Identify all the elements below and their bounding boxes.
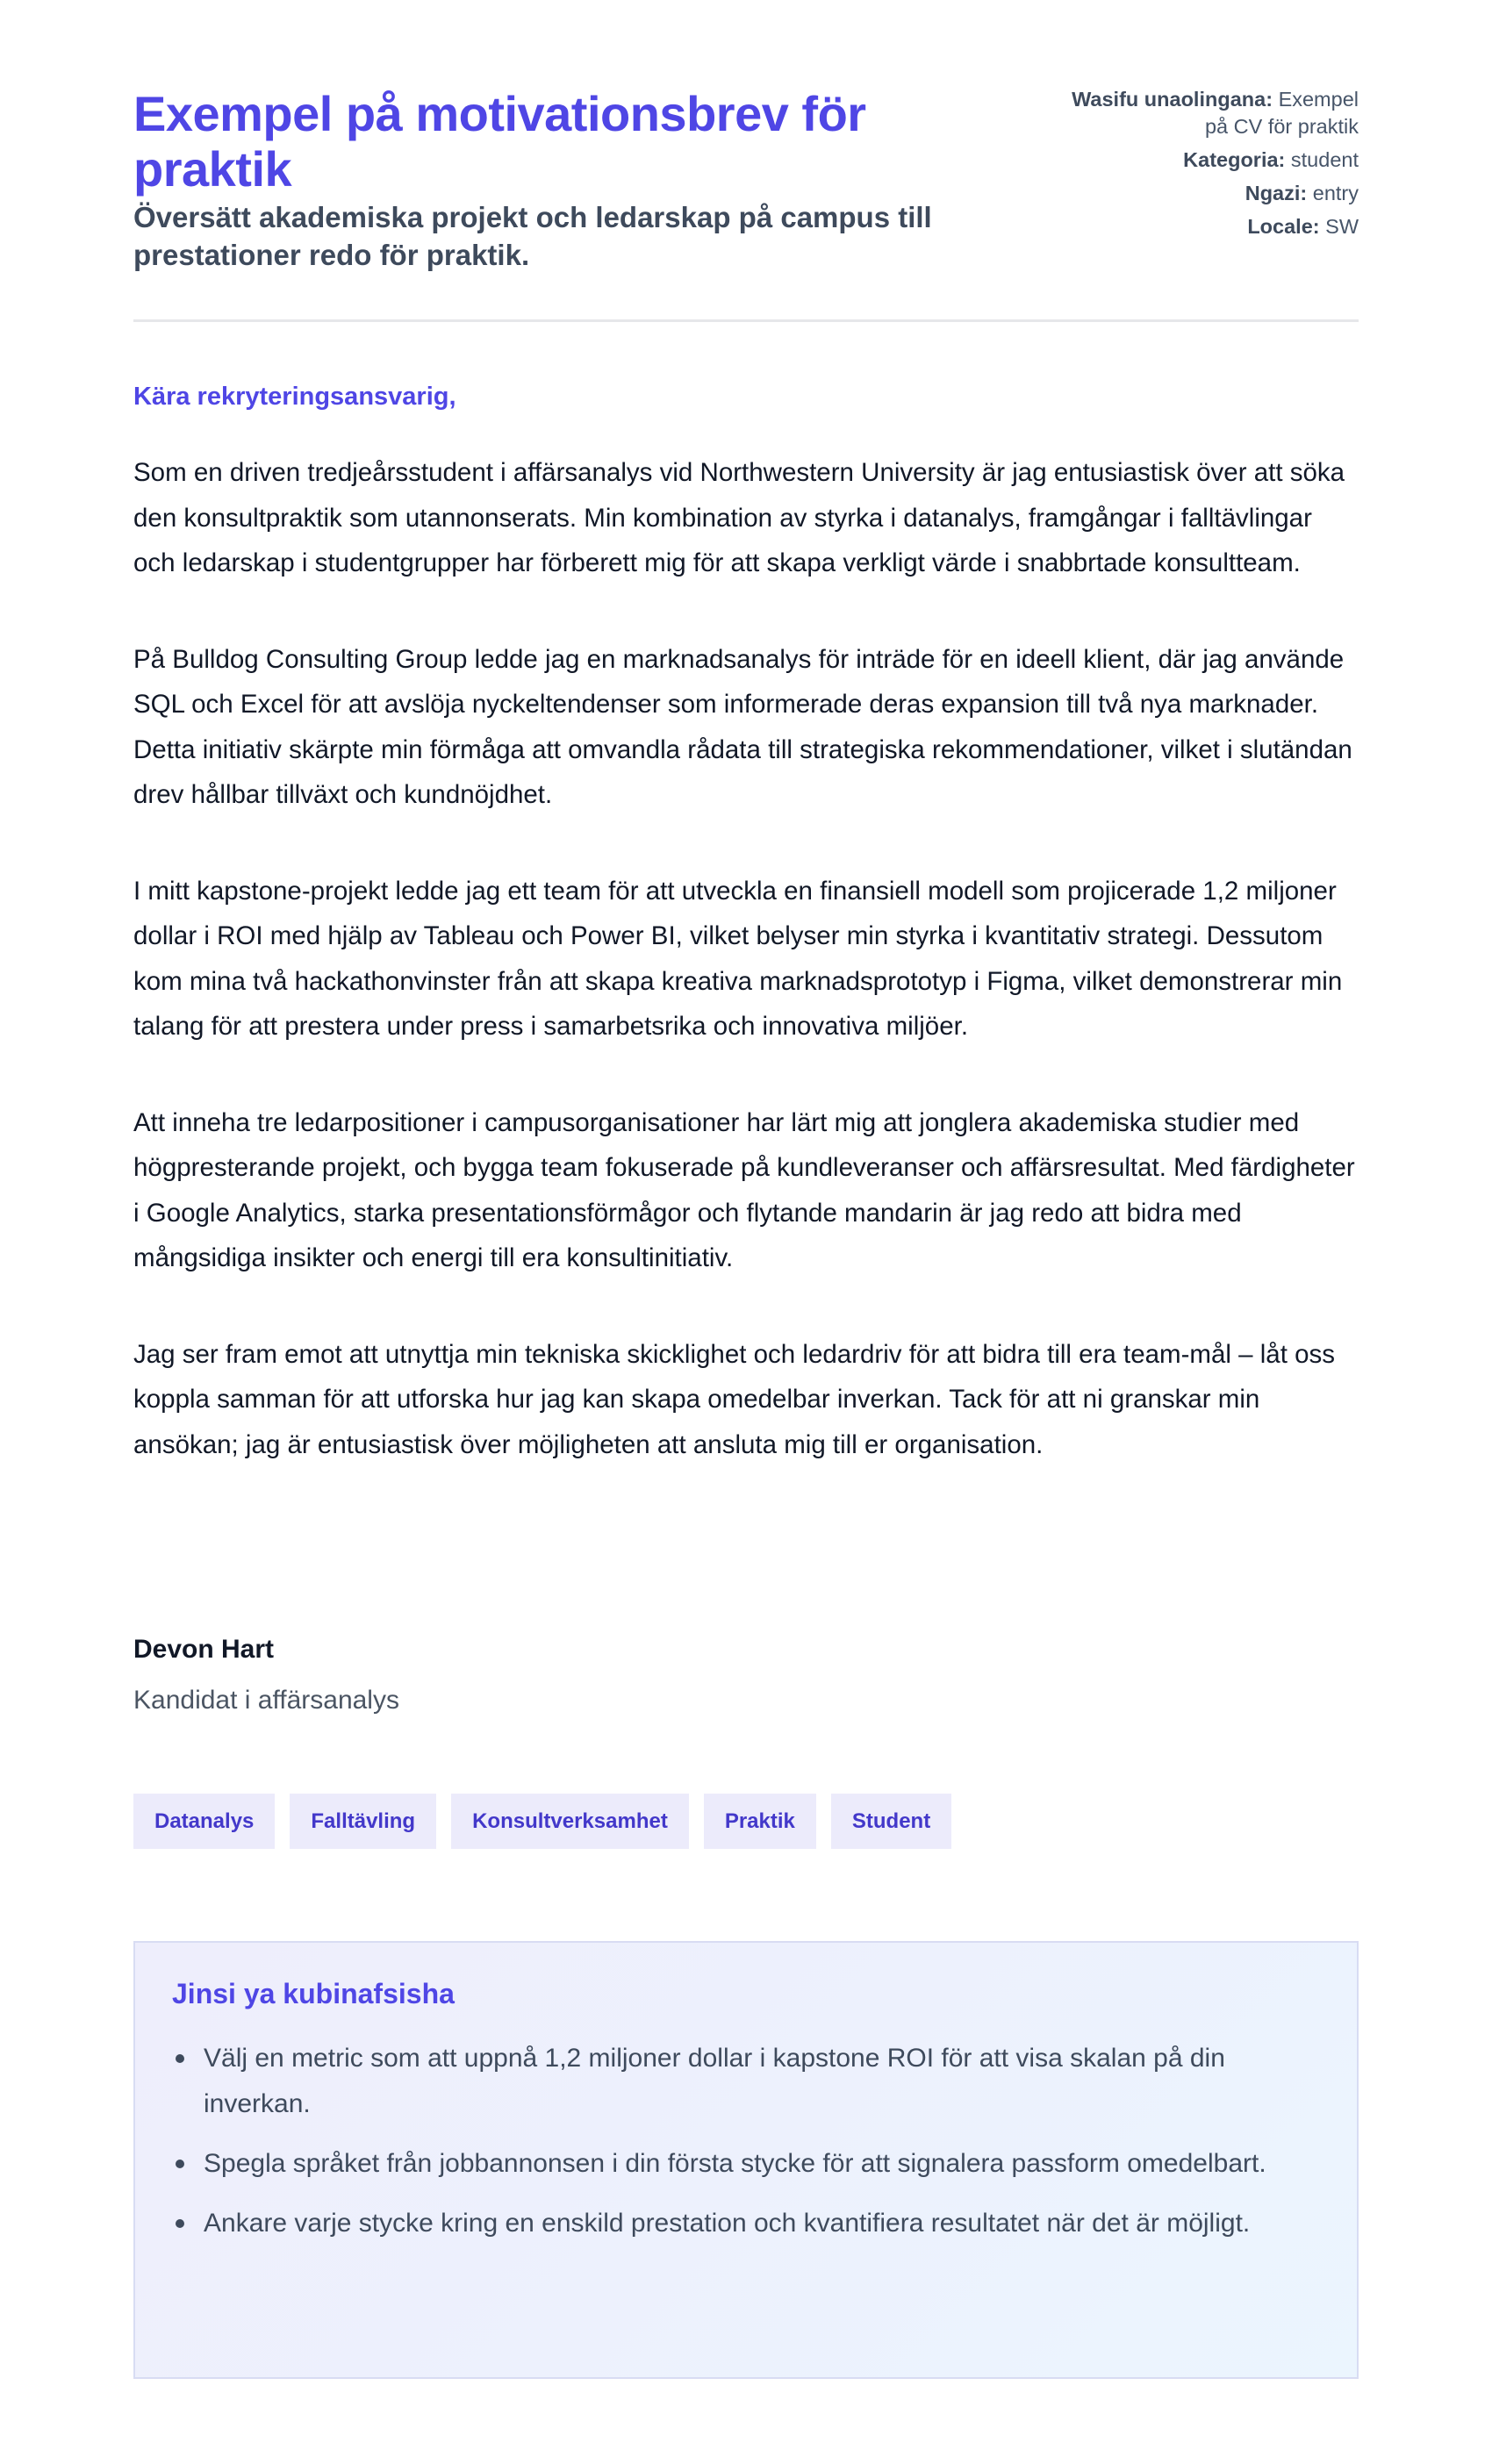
letter-paragraph: Att inneha tre ledarpositioner i campusorganisationer har lärt mig att jonglera akademiska studier med högpresterande projekt, och bygga team fokuserade på kundleveranser och affärsresultat. Med färdigheter i Google Analytics, starka presentationsförmågor och flytande mandarin är jag redo att bidra med mångsidiga insikter och energi till era konsultinitiativ. — [133, 1107, 1355, 1272]
customization-tips-box — [133, 1941, 1359, 2379]
meta-label: Wasifu unaolingana: — [1072, 88, 1273, 111]
meta-value: SW — [1325, 215, 1359, 238]
header-divider — [133, 319, 1359, 322]
page-header — [133, 86, 1359, 274]
tips-list — [172, 2036, 1320, 2246]
meta-label: Locale: — [1247, 215, 1320, 238]
bullet-icon — [176, 2054, 184, 2063]
letter-body — [133, 450, 1359, 1518]
letter-greeting: Kära rekryteringsansvarig, — [133, 383, 456, 411]
meta-matching-resume — [1051, 86, 1359, 140]
signature-block — [133, 1632, 399, 1718]
tips-item-text: Spegla språket från jobbannonsen i din första stycke för att signalera passform omedelbart. — [204, 2149, 1266, 2178]
tips-item — [172, 2036, 1320, 2127]
letter-paragraph: På Bulldog Consulting Group ledde jag en marknadsanalys för inträde för en ideell klient, där jag använde SQL och Excel för att avslöja nyckeltendenser som informerade deras expansion till två nya marknader. Detta initiativ skärpte min förmåga att omvandla rådata till strategiska rekommendationer, vilket i slutändan drev hållbar tillväxt och kundnöjdhet. — [133, 644, 1352, 809]
page-title: Exempel på motivationsbrev för praktik — [133, 86, 866, 197]
tag-praktik[interactable]: Praktik — [704, 1794, 816, 1849]
header-main — [133, 86, 1011, 274]
signature-name: Devon Hart — [133, 1635, 275, 1664]
tips-title: Jinsi ya kubinafsisha — [172, 1978, 455, 2009]
tag-datanalys[interactable]: Datanalys — [133, 1794, 275, 1849]
signature-title: Kandidat i affärsanalys — [133, 1686, 399, 1715]
tips-item-text: Ankare varje stycke kring en enskild prestation och kvantifiera resultatet när det är möjligt. — [204, 2209, 1251, 2238]
tips-item — [172, 2141, 1320, 2187]
meta-level — [1051, 180, 1359, 207]
meta-value: entry — [1312, 182, 1359, 204]
letter-paragraph: Jag ser fram emot att utnyttja min tekniska skicklighet och ledardriv för att bidra till era team-mål – låt oss koppla samman för att utforska hur jag kan skapa omedelbar inverkan. Tack för att ni granskar min ansökan; jag är entusiastisk över möjligheten att ansluta mig till er organisation. — [133, 1339, 1336, 1459]
meta-value: Exempel på CV för praktik — [1204, 88, 1359, 138]
meta-locale — [1051, 213, 1359, 240]
tag-konsultverksamhet[interactable]: Konsultverksamhet — [451, 1794, 689, 1849]
meta-category — [1051, 147, 1359, 174]
letter-paragraph: I mitt kapstone-projekt ledde jag ett team för att utveckla en finansiell modell som projicerade 1,2 miljoner dollar i ROI med hjälp av Tableau och Power BI, vilket belyser min styrka i kvantitativ strategi. Dessutom kom mina två hackathonvinster från att skapa kreativa marknadsprototyp i Figma, vilket demonstrerar min talang för att prestera under press i samarbetsrika och innovativa miljöer. — [133, 876, 1343, 1041]
meta-value: student — [1290, 148, 1359, 171]
page-subtitle: Översätt akademiska projekt och ledarskap på campus till prestationer redo för praktik. — [133, 201, 932, 271]
meta-label: Ngazi: — [1245, 182, 1308, 204]
tips-item — [172, 2201, 1320, 2246]
tag-student[interactable]: Student — [831, 1794, 951, 1849]
bullet-icon — [176, 2219, 184, 2228]
tips-item-text: Välj en metric som att uppnå 1,2 miljoner dollar i kapstone ROI för att visa skalan på din inverkan. — [204, 2044, 1225, 2118]
tag-list — [133, 1794, 951, 1849]
tag-falltavling[interactable]: Falltävling — [290, 1794, 436, 1849]
letter-paragraph: Som en driven tredjeårsstudent i affärsanalys vid Northwestern University är jag entusiastisk över att söka den konsultpraktik som utannonserats. Min kombination av styrka i datanalys, framgångar i falltävlingar och ledarskap i studentgrupper har förberett mig för att skapa verkligt värde i snabbrtade konsultteam. — [133, 458, 1345, 577]
meta-panel — [1051, 86, 1359, 247]
bullet-icon — [176, 2160, 184, 2168]
meta-label: Kategoria: — [1183, 148, 1286, 171]
